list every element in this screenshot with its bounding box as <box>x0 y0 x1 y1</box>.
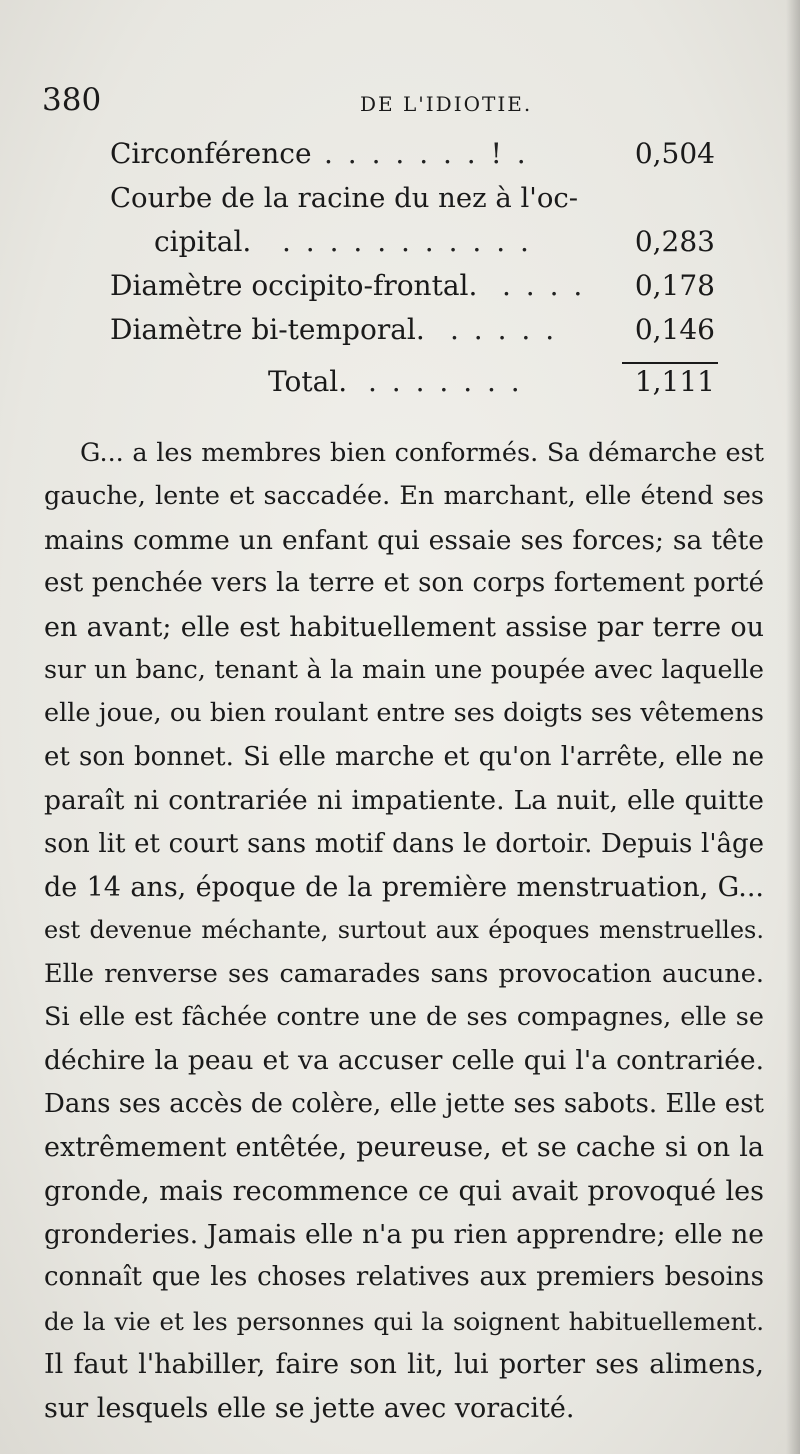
text-line: Dans ses accès de colère, elle jette ses sabots. Elle est <box>44 1088 764 1119</box>
paragraph <box>44 432 764 1430</box>
text-line: gronderies. Jamais elle n'a pu rien apprendre; elle ne <box>44 1219 764 1251</box>
text-line: G... a les membres bien conformés. Sa démarche est <box>80 438 764 468</box>
text-line: de 14 ans, époque de la première menstruation, G... <box>44 871 764 903</box>
measurement-label: Circonférence <box>110 137 312 170</box>
measurement-value: 0,146 <box>634 313 715 346</box>
text-line: sur un banc, tenant à la main une poupée avec laquelle <box>44 654 764 685</box>
text-line: en avant; elle est habituellement assise par terre ou <box>44 611 764 643</box>
text-line: est penchée vers la terre et son corps fortement porté <box>44 568 764 599</box>
total-row <box>110 360 715 404</box>
leader-dots: . . . . . . . <box>368 365 523 398</box>
page-number: 380 <box>42 82 102 118</box>
text-line: son lit et court sans motif dans le dortoir. Depuis l'âge <box>44 828 764 859</box>
measurement-row <box>110 176 715 220</box>
text-line: elle joue, ou bien roulant entre ses doigts ses vêtemens <box>44 698 764 729</box>
leader-dots: . . . . . . . ! . <box>324 137 529 170</box>
measurement-value: 0,504 <box>634 137 715 170</box>
measurement-row <box>110 132 715 176</box>
text-line: et son bonnet. Si elle marche et qu'on l'arrête, elle ne <box>44 741 764 772</box>
measurement-row <box>110 220 715 264</box>
text-line: paraît ni contrariée ni impatiente. La nuit, elle quitte <box>44 785 764 817</box>
measurement-label: Diamètre occipito-frontal. <box>110 269 478 302</box>
text-line: est devenue méchante, surtout aux époques menstruelles. <box>44 916 764 945</box>
measurement-row <box>110 308 715 352</box>
text-line: gauche, lente et saccadée. En marchant, elle étend ses <box>44 481 764 512</box>
leader-dots: . . . . . . . . . . . <box>282 225 532 258</box>
measurement-value: 0,283 <box>634 225 715 258</box>
page-header <box>42 80 742 120</box>
leader-dots: . . . . . <box>450 313 558 346</box>
page-gutter-shadow <box>786 0 800 1454</box>
text-line: Si elle est fâchée contre une de ses compagnes, elle se <box>44 1002 764 1033</box>
text-line: déchire la peau et va accuser celle qui l'a contrariée. <box>44 1045 764 1077</box>
total-rule <box>622 362 718 364</box>
text-line: Il faut l'habiller, faire son lit, lui porter ses alimens, <box>44 1349 764 1381</box>
text-line: gronde, mais recommence ce qui avait provoqué les <box>44 1175 764 1207</box>
measurement-label: Courbe de la racine du nez à l'oc- <box>110 182 579 214</box>
text-line: connaît que les choses relatives aux premiers besoins <box>44 1262 764 1293</box>
total-label: Total. <box>268 365 348 398</box>
text-line: extrêmement entêtée, peureuse, et se cache si on la <box>44 1132 764 1164</box>
measurement-label: cipital. <box>154 225 252 258</box>
text-line: de la vie et les personnes qui la soignent habituellement. <box>44 1306 764 1336</box>
measurement-row <box>110 264 715 308</box>
running-head: DE L'IDIOTIE. <box>360 92 533 116</box>
leader-dots: . . . . <box>502 269 586 302</box>
text-line: Elle renverse ses camarades sans provocation aucune. <box>44 958 764 989</box>
measurement-label: Diamètre bi-temporal. <box>110 313 425 346</box>
text-line: sur lesquels elle se jette avec voracité. <box>44 1392 575 1424</box>
measurement-value: 0,178 <box>634 269 715 302</box>
total-value: 1,111 <box>634 365 715 398</box>
text-line: mains comme un enfant qui essaie ses forces; sa tête <box>44 524 764 556</box>
